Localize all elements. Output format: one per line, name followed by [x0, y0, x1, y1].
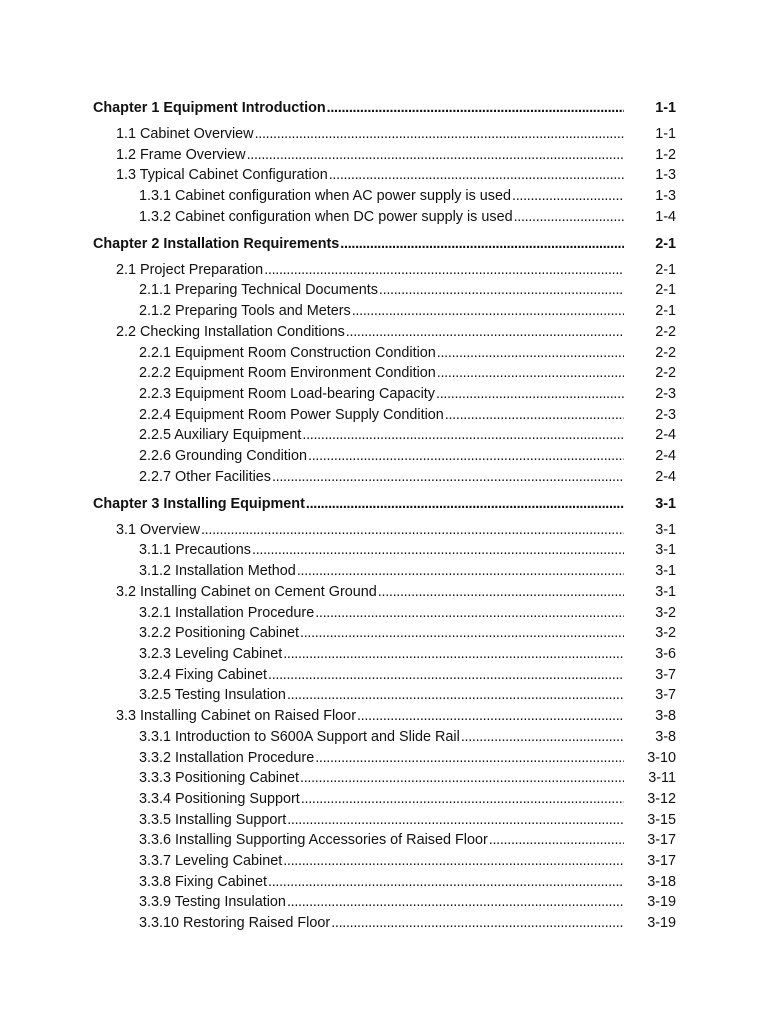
dot-leader [287, 685, 624, 705]
dot-leader [255, 124, 624, 144]
toc-page-number: 1-2 [655, 147, 676, 163]
toc-entry[interactable] [139, 748, 676, 768]
toc-entry[interactable] [139, 727, 676, 747]
toc-entry-title: 3.2.5 Testing Insulation [139, 687, 286, 703]
toc-entry[interactable] [139, 892, 676, 912]
dot-leader [201, 520, 624, 540]
toc-entry[interactable] [139, 561, 676, 581]
toc-entry[interactable] [139, 810, 676, 830]
dot-leader [379, 280, 624, 300]
toc-entry-title: 3.2 Installing Cabinet on Cement Ground [116, 584, 377, 600]
dot-leader [283, 644, 624, 664]
dot-leader [302, 425, 624, 445]
dot-leader [268, 872, 624, 892]
toc-page-number: 3-1 [655, 563, 676, 579]
toc-page-number: 3-7 [655, 667, 676, 683]
toc-entry-title: 2.2.4 Equipment Room Power Supply Condition [139, 407, 444, 423]
toc-entry[interactable] [116, 322, 676, 342]
toc-entry-title: 2.1.1 Preparing Technical Documents [139, 282, 378, 298]
toc-entry-title: 1.2 Frame Overview [116, 147, 246, 163]
toc-page-number: 3-12 [647, 791, 676, 807]
dot-leader [300, 623, 624, 643]
toc-entry-title: 3.1.1 Precautions [139, 542, 251, 558]
toc-entry-title: 3.3.6 Installing Supporting Accessories of Raised Floor [139, 832, 488, 848]
toc-entry[interactable] [139, 830, 676, 850]
dot-leader [252, 540, 624, 560]
toc-entry[interactable] [116, 260, 676, 280]
dot-leader [287, 810, 624, 830]
toc-entry[interactable] [116, 124, 676, 144]
toc-page-number: 1-1 [655, 126, 676, 142]
toc-page-number: 3-7 [655, 687, 676, 703]
toc-page-number: 2-4 [655, 427, 676, 443]
toc-entry-title: 3.3.4 Positioning Support [139, 791, 300, 807]
toc-entry[interactable] [116, 706, 676, 726]
toc-entry-title: 1.1 Cabinet Overview [116, 126, 254, 142]
toc-page-number: 3-6 [655, 646, 676, 662]
dot-leader [308, 446, 624, 466]
toc-entry[interactable] [139, 851, 676, 871]
toc-page-number: 3-17 [647, 853, 676, 869]
dot-leader [329, 165, 624, 185]
toc-entry-title: 2.2.2 Equipment Room Environment Condition [139, 365, 436, 381]
toc-entry-title: 3.2.4 Fixing Cabinet [139, 667, 267, 683]
toc-page-number: 1-4 [655, 209, 676, 225]
dot-leader [306, 494, 624, 514]
dot-leader [315, 603, 624, 623]
toc-entry-title: 3.2.1 Installation Procedure [139, 605, 315, 621]
dot-leader [357, 706, 624, 726]
toc-page-number: 2-1 [655, 303, 676, 319]
toc-page-number: 1-3 [655, 188, 676, 204]
toc-entry[interactable] [139, 343, 676, 363]
toc-entry[interactable] [139, 665, 676, 685]
toc-entry-title: 2.2.6 Grounding Condition [139, 448, 308, 464]
toc-page-number: 3-2 [655, 605, 676, 621]
toc-entry-title: 1.3.2 Cabinet configuration when DC power supply is used [139, 209, 513, 225]
toc-page-number: 3-19 [647, 915, 676, 931]
toc-entry-title: 3.1 Overview [116, 522, 200, 538]
toc-entry-title: Chapter 2 Installation Requirements [93, 236, 340, 252]
toc-entry-title: 2.1 Project Preparation [116, 262, 264, 278]
toc-entry-title: 3.1.2 Installation Method [139, 563, 296, 579]
toc-entry-title: 2.2.5 Auxiliary Equipment [139, 427, 302, 443]
toc-entry-title: 3.3.5 Installing Support [139, 812, 287, 828]
dot-leader [437, 343, 624, 363]
toc-entry-title: 3.3.7 Leveling Cabinet [139, 853, 283, 869]
toc-entry-title: 2.2.1 Equipment Room Construction Condition [139, 345, 436, 361]
dot-leader [340, 234, 624, 254]
toc-entry[interactable] [139, 207, 676, 227]
toc-entry-title: 3.3.1 Introduction to S600A Support and Slide Rail [139, 729, 460, 745]
dot-leader [300, 768, 624, 788]
toc-entry[interactable] [139, 301, 676, 321]
toc-page-number: 2-1 [655, 262, 676, 278]
toc-page-number: 2-3 [655, 407, 676, 423]
toc-entry[interactable] [139, 467, 676, 487]
toc-entry-title: Chapter 3 Installing Equipment [93, 496, 305, 512]
toc-entry[interactable] [139, 384, 676, 404]
toc-entry-title: 1.3.1 Cabinet configuration when AC power supply is used [139, 188, 511, 204]
toc-page-number: 3-17 [647, 832, 676, 848]
dot-leader [287, 892, 624, 912]
toc-page-number: 2-2 [655, 365, 676, 381]
dot-leader [461, 727, 624, 747]
toc-entry[interactable] [116, 520, 676, 540]
toc-page-number: 3-15 [647, 812, 676, 828]
toc-entry-title: 2.2.3 Equipment Room Load-bearing Capacity [139, 386, 435, 402]
dot-leader [247, 145, 624, 165]
toc-page-number: 2-2 [655, 324, 676, 340]
toc-entry[interactable] [139, 872, 676, 892]
toc-entry[interactable] [139, 913, 676, 933]
toc-entry[interactable] [139, 603, 676, 623]
toc-entry-title: 3.3.9 Testing Insulation [139, 894, 286, 910]
toc-entry[interactable] [116, 145, 676, 165]
toc-entry[interactable] [139, 280, 676, 300]
dot-leader [346, 322, 624, 342]
toc-page-number: 3-1 [655, 542, 676, 558]
toc-entry-title: Chapter 1 Equipment Introduction [93, 100, 326, 116]
toc-page-number: 3-1 [655, 584, 676, 600]
dot-leader [327, 98, 624, 118]
toc-entry[interactable] [139, 644, 676, 664]
toc-page-number: 1-3 [655, 167, 676, 183]
toc-page-number: 2-3 [655, 386, 676, 402]
toc-page-number: 3-8 [655, 729, 676, 745]
toc-page-number: 3-19 [647, 894, 676, 910]
toc-entry-title: 2.2.7 Other Facilities [139, 469, 271, 485]
toc-entry-title: 3.3.8 Fixing Cabinet [139, 874, 267, 890]
dot-leader [297, 561, 624, 581]
toc-page-number: 3-2 [655, 625, 676, 641]
dot-leader [331, 913, 624, 933]
dot-leader [445, 405, 624, 425]
dot-leader [352, 301, 624, 321]
toc-page-number: 3-18 [647, 874, 676, 890]
dot-leader [301, 789, 624, 809]
dot-leader [272, 467, 624, 487]
toc-entry-title: 1.3 Typical Cabinet Configuration [116, 167, 328, 183]
toc-page-number: 3-1 [655, 522, 676, 538]
dot-leader [268, 665, 624, 685]
toc-page-number: 2-4 [655, 469, 676, 485]
toc-page-number: 2-1 [655, 282, 676, 298]
toc-entry-title: 3.2.3 Leveling Cabinet [139, 646, 283, 662]
toc-entry[interactable] [139, 540, 676, 560]
dot-leader [283, 851, 624, 871]
toc-entry[interactable] [139, 623, 676, 643]
toc-entry-title: 3.3 Installing Cabinet on Raised Floor [116, 708, 356, 724]
dot-leader [264, 260, 624, 280]
toc-entry-title: 2.2 Checking Installation Conditions [116, 324, 345, 340]
toc-entry-title: 3.3.3 Positioning Cabinet [139, 770, 300, 786]
toc-entry-title: 2.1.2 Preparing Tools and Meters [139, 303, 351, 319]
toc-entry[interactable] [139, 768, 676, 788]
dot-leader [378, 582, 624, 602]
toc-entry[interactable] [116, 165, 676, 185]
dot-leader [489, 830, 624, 850]
toc-page-number: 3-1 [655, 496, 676, 512]
toc-entry[interactable] [139, 685, 676, 705]
toc-entry[interactable] [139, 789, 676, 809]
dot-leader [512, 186, 624, 206]
toc-entry-title: 3.3.2 Installation Procedure [139, 750, 315, 766]
toc-page-number: 3-10 [647, 750, 676, 766]
toc-page-number: 2-4 [655, 448, 676, 464]
toc-entry-title: 3.2.2 Positioning Cabinet [139, 625, 300, 641]
dot-leader [436, 384, 624, 404]
toc-page-number: 2-1 [655, 236, 676, 252]
dot-leader [514, 207, 624, 227]
toc-page-number: 2-2 [655, 345, 676, 361]
toc-chapter-entry[interactable] [93, 494, 676, 514]
dot-leader [437, 363, 624, 383]
toc-entry[interactable] [139, 363, 676, 383]
toc-entry[interactable] [139, 425, 676, 445]
toc-chapter-entry[interactable] [93, 234, 676, 254]
toc-entry-title: 3.3.10 Restoring Raised Floor [139, 915, 331, 931]
toc-page-number: 3-11 [648, 770, 676, 786]
toc-entry[interactable] [116, 582, 676, 602]
dot-leader [315, 748, 624, 768]
toc-page-number: 1-1 [655, 100, 676, 116]
toc-page-number: 3-8 [655, 708, 676, 724]
toc-entry[interactable] [139, 446, 676, 466]
toc-entry[interactable] [139, 186, 676, 206]
toc-chapter-entry[interactable] [93, 98, 676, 118]
toc-entry[interactable] [139, 405, 676, 425]
